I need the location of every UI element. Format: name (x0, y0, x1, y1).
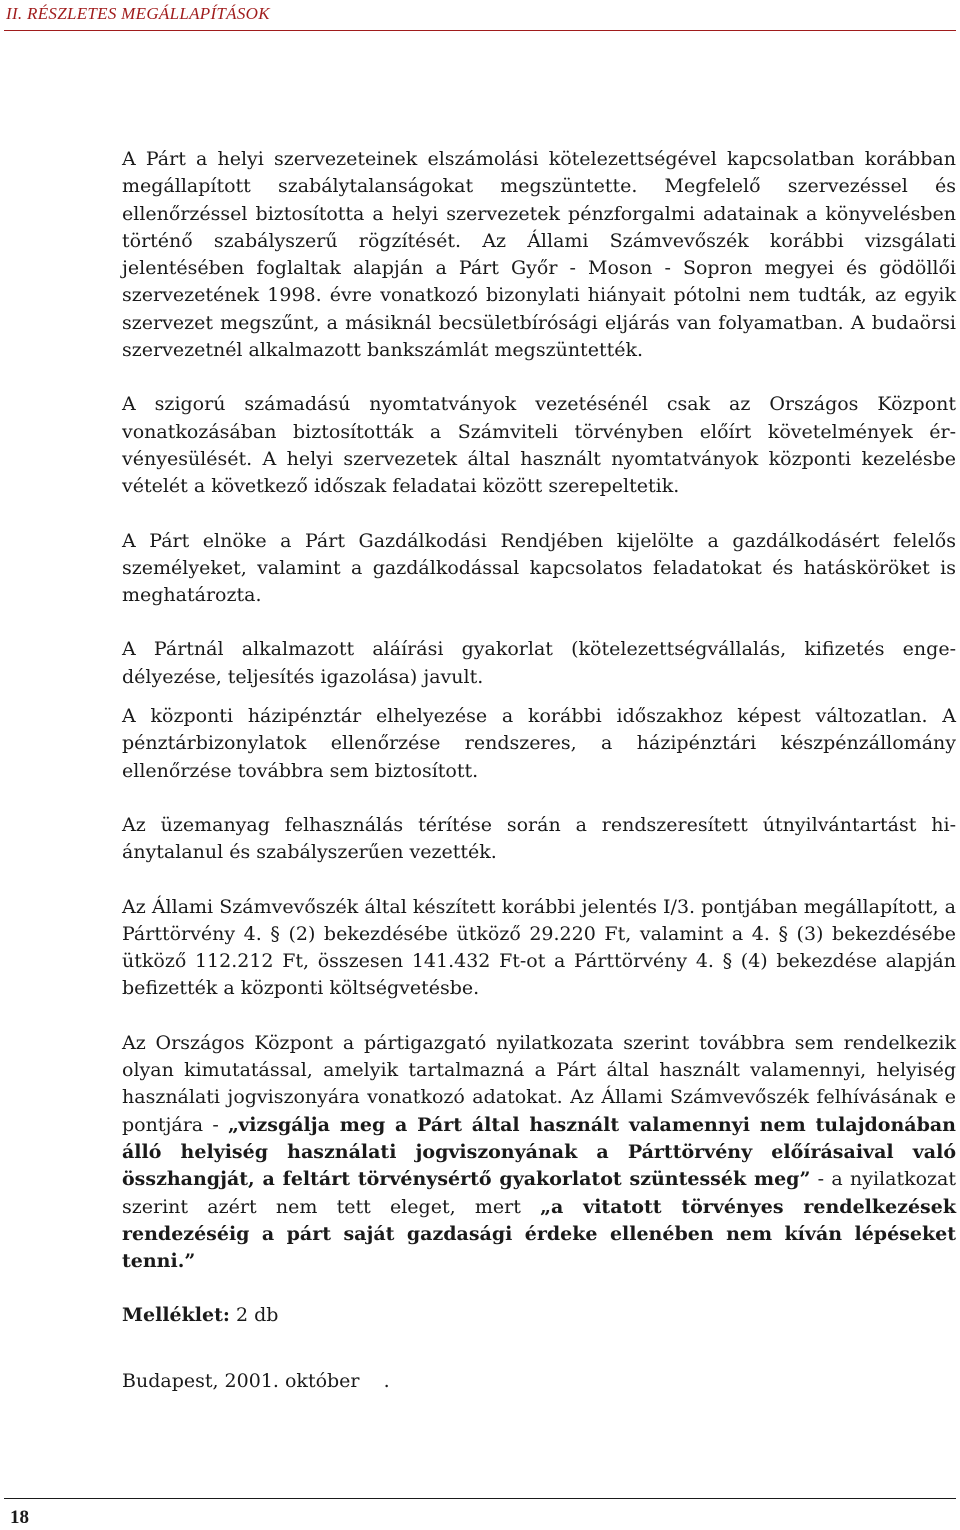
paragraph-management-rules: A Párt elnöke a Párt Gazdálkodási Rendjében kijelölte a gazdálkodásért felelős személyeket, valamint a gazdálkodással kapcsolatos feladatokat és hatásköröket is meghatározta. (122, 529, 956, 607)
premises-text-2: - a nyilatkozat szerint azért nem tett eleget, mert (122, 1168, 956, 1218)
section-title: II. RÉSZLETES MEGÁLLAPÍTÁSOK (6, 4, 270, 23)
date-line: Budapest, 2001. október . (122, 1369, 390, 1392)
footer-rule (4, 1498, 956, 1499)
premises-quote-recommendation: „vizsgálja meg a Párt által használt valamennyi nem tulajdonában álló helyiség használati jogviszonyának a Párttörvény előírásaival való összhangját, a feltárt törvénysértő gyakorlatot szüntessék meg” (122, 1113, 956, 1191)
paragraph-premises-usage (122, 1030, 956, 1276)
paragraph-petty-cash: A központi házipénztár elhelyezése a korábbi időszakhoz képest változatlan. A pénztárbizonylatok ellenőrzése rendszeres, a házipénztári készpénzállomány ellenőrzése továbbra sem biztosított. (122, 705, 956, 782)
paragraph-previous-report: Az Állami Számvevőszék által készített korábbi jelentés I/3. pontjában megállapított, a Párttörvény 4. § (2) bekezdésébe ütköző 29.220 Ft, valamint a 4. § (3) bekezdésébe ütköző 112.212 Ft, összesen 141.432 Ft-ot a Párttörvény 4. § (4) bekezdése alapján befizették a központi költségvetésbe. (122, 895, 956, 1000)
attachment-value: 2 db (229, 1304, 279, 1327)
attachment-label: Melléklet: (122, 1304, 230, 1327)
premises-text-1: Az Országos Központ a pártigazgató nyilatkozata szerint továbbra sem rendelkezik olyan kimutatással, amelyik tartalmazná a Párt által használt valamennyi, helyiség használati jogviszonyára vonatkozó adatokat. Az Állami Számvevőszék felhívásának e pontjára - (122, 1031, 956, 1136)
page-number: 18 (10, 1507, 29, 1528)
header-rule (4, 30, 956, 31)
premises-quote-response: „a vitatott törvényes rendelkezések rendezéséig a párt saját gazdasági érdeke ellenében nem kíván lépéseket tenni.” (122, 1195, 956, 1273)
paragraph-strict-forms: A szigorú számadású nyomtatványok vezetésénél csak az Országos Központ vonatkozásában biztosították a Számviteli törvényben előírt követelmények érvényesülését. A helyi szervezetek által használt nyomtatványok központi kezelésbe vételét a következő időszak feladatai között szerepeltetik. (122, 393, 956, 498)
report-body (122, 146, 956, 1395)
attachment-line (122, 1302, 956, 1329)
paragraph-fuel-usage: Az üzemanyag felhasználás térítése során a rendszeresített útnyilvántartást hiánytalanul és szabályszerűen vezették. (122, 813, 956, 864)
paragraph-local-organizations: A Párt a helyi szervezeteinek elszámolási kötelezettségével kapcsolatban korábban megállapított szabálytalanságokat megszüntette. Megfelelő szervezéssel és ellenőrzéssel biztosította a helyi szervezetek pénzforgalmi adatainak a könyvelésben történő szabályszerű rögzítését. Az Állami Számvevőszék korábbi vizsgálati jelentésében foglaltak alapján a Párt Győr - Moson - Sopron megyei és gödöllői szervezetének 1998. évre vonatkozó bizonylati hiányait pótolni nem tudták, az egyik szervezet megszűnt, a másiknál becsületbírósági eljárás van folyamatban. A budaörsi szervezetnél alkalmazott bankszámlát megszüntették. (122, 148, 956, 362)
paragraph-signing-practice: A Pártnál alkalmazott aláírási gyakorlat (kötelezettségvállalás, kifizetés engedélyezése, teljesítés igazolása) javult. (122, 638, 956, 688)
